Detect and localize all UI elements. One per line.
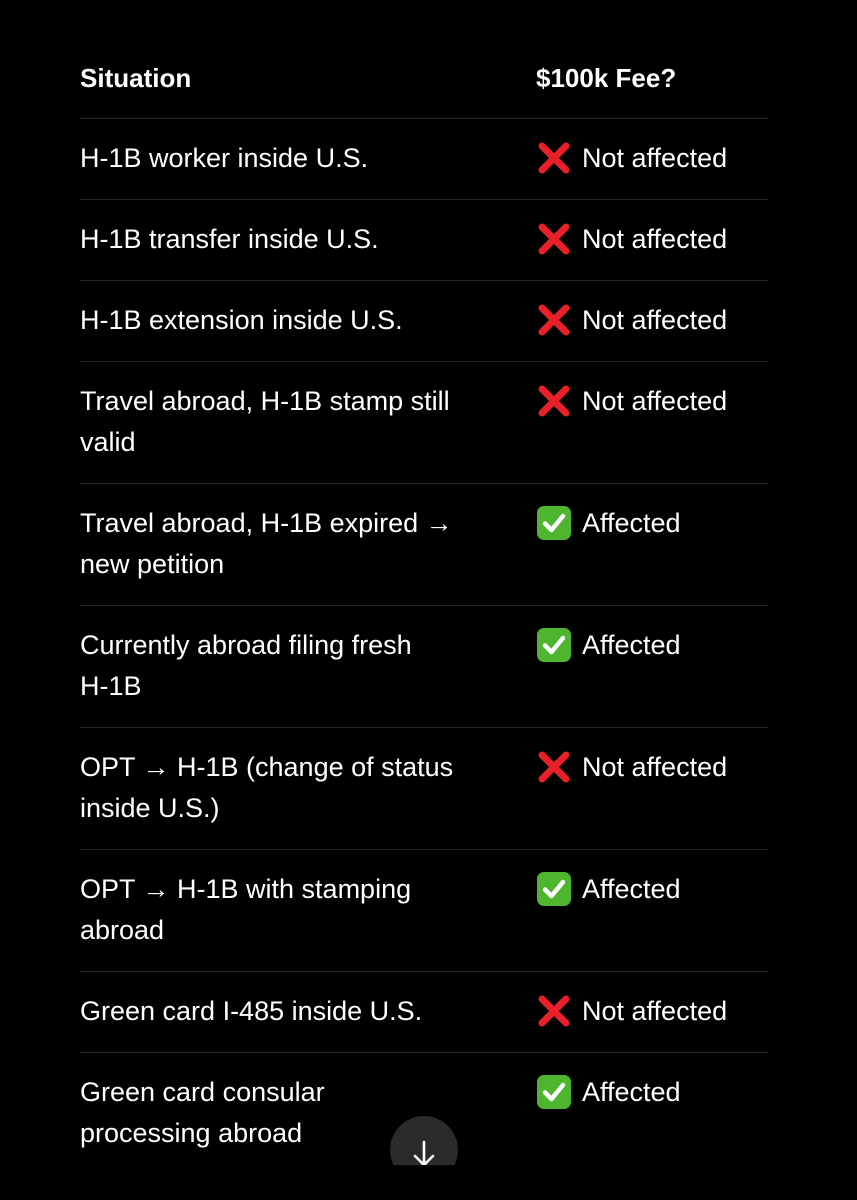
table-row [80, 362, 768, 484]
situation-line: OPT → H-1B with stamping [80, 874, 412, 904]
status-cell [536, 281, 768, 361]
check-mark-icon [536, 1074, 572, 1110]
status-cell [536, 119, 768, 199]
status-text: Affected [582, 874, 681, 904]
table-row [80, 972, 768, 1053]
check-mark-icon [536, 871, 572, 907]
header-fee: $100k Fee? [536, 62, 677, 93]
situation-cell: H-1B worker inside U.S. [80, 143, 369, 173]
table-row [80, 281, 768, 362]
status-text: Not affected [582, 752, 728, 782]
arrow-down-icon [411, 1140, 437, 1168]
situation-cell [80, 1053, 536, 1175]
situation-line: OPT → H-1B (change of status [80, 752, 454, 782]
situation-line: H-1B [80, 671, 142, 701]
table-row [80, 728, 768, 850]
cross-mark-icon [536, 140, 572, 176]
situation-line: inside U.S.) [80, 793, 220, 823]
situation-line: abroad [80, 915, 165, 945]
situation-cell: Green card I-485 inside U.S. [80, 996, 423, 1026]
situation-line: Currently abroad filing fresh [80, 630, 412, 660]
cross-mark-icon [536, 221, 572, 257]
status-text: Affected [582, 1077, 681, 1107]
situation-cell [80, 728, 536, 849]
table-header [80, 38, 768, 119]
table-row [80, 484, 768, 606]
status-text: Not affected [582, 996, 728, 1026]
comparison-table [80, 38, 768, 1175]
situation-cell: H-1B transfer inside U.S. [80, 224, 379, 254]
status-cell [536, 728, 768, 849]
cross-mark-icon [536, 302, 572, 338]
situation-line: Green card consular [80, 1077, 325, 1107]
table-row [80, 606, 768, 728]
status-text: Affected [582, 630, 681, 660]
status-text: Affected [582, 508, 681, 538]
situation-line: Travel abroad, H-1B expired → [80, 508, 453, 538]
status-text: Not affected [582, 386, 728, 416]
table-row [80, 200, 768, 281]
table-row [80, 119, 768, 200]
cross-mark-icon [536, 383, 572, 419]
header-situation: Situation [80, 62, 192, 93]
situation-cell [80, 606, 536, 727]
status-text: Not affected [582, 224, 728, 254]
status-cell [536, 200, 768, 280]
status-cell [536, 606, 768, 727]
cross-mark-icon [536, 993, 572, 1029]
situation-cell [80, 850, 536, 971]
situation-line: new petition [80, 549, 225, 579]
situation-cell [80, 362, 536, 483]
status-text: Not affected [582, 305, 728, 335]
situation-line: Travel abroad, H-1B stamp still [80, 386, 450, 416]
status-cell [536, 484, 768, 605]
status-cell [536, 850, 768, 971]
status-cell [536, 972, 768, 1052]
bottom-edge [0, 1165, 857, 1200]
check-mark-icon [536, 627, 572, 663]
situation-cell [80, 484, 536, 605]
status-cell [536, 362, 768, 483]
check-mark-icon [536, 505, 572, 541]
situation-line: processing abroad [80, 1118, 303, 1148]
situation-cell: H-1B extension inside U.S. [80, 305, 403, 335]
situation-line: valid [80, 427, 136, 457]
status-text: Not affected [582, 143, 728, 173]
table-row [80, 850, 768, 972]
status-cell [536, 1053, 768, 1175]
cross-mark-icon [536, 749, 572, 785]
